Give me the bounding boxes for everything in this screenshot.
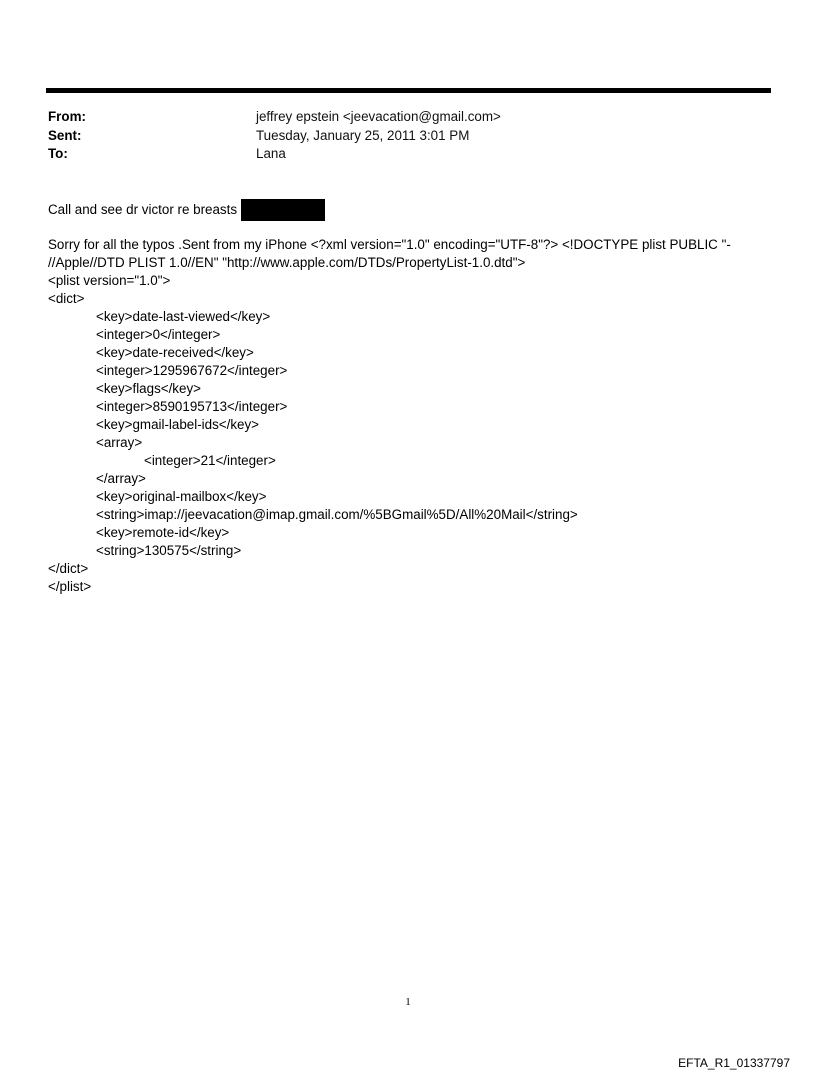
plist-line: <array> [96,435,143,450]
first-message-line [48,199,748,221]
first-message-text: Call and see dr victor re breasts [48,202,238,217]
header-divider [46,88,771,93]
from-value: jeffrey epstein <jeevacation@gmail.com> [256,109,501,124]
plist-line: <key>date-last-viewed</key> [96,309,271,324]
plist-line: <key>date-received</key> [96,345,254,360]
sent-label: Sent: [48,127,82,143]
sent-value: Tuesday, January 25, 2011 3:01 PM [256,127,470,143]
page-number: 1 [405,996,411,1008]
plist-line: <dict> [48,291,85,306]
plist-line: <integer>0</integer> [96,327,221,342]
plist-line: <plist version="1.0"> [48,273,171,288]
email-body [48,199,748,596]
plist-line: <string>130575</string> [96,543,242,558]
email-header [48,108,501,164]
plist-line: <integer>21</integer> [144,453,276,468]
to-value: Lana [256,146,286,161]
paragraph-line-2: //Apple//DTD PLIST 1.0//EN" "http://www.apple.com/DTDs/PropertyList-1.0.dtd"> [48,255,526,270]
plist-line: <string>imap://jeevacation@imap.gmail.com/%5BGmail%5D/All%20Mail</string> [96,507,578,522]
plist-line: </plist> [48,579,92,594]
plist-line: <key>flags</key> [96,381,201,396]
to-label: To: [48,146,68,161]
redaction-block [241,199,325,221]
sent-row [48,127,501,146]
paragraph-line-1: Sorry for all the typos .Sent from my iPhone <?xml version="1.0" encoding="UTF-8"?> <!DOCTYPE plist PUBLIC "- [48,237,731,252]
plist-line: <key>remote-id</key> [96,525,230,540]
plist-block [48,272,748,596]
plist-line: </array> [96,471,146,486]
from-row [48,108,501,127]
from-label: From: [48,109,86,124]
plist-line: <integer>1295967672</integer> [96,363,288,378]
bates-number: EFTA_R1_01337797 [678,1056,790,1070]
to-row [48,145,501,164]
plist-line: </dict> [48,561,89,576]
plist-line: <key>gmail-label-ids</key> [96,417,260,432]
plist-line: <key>original-mailbox</key> [96,489,267,504]
plist-line: <integer>8590195713</integer> [96,399,288,414]
